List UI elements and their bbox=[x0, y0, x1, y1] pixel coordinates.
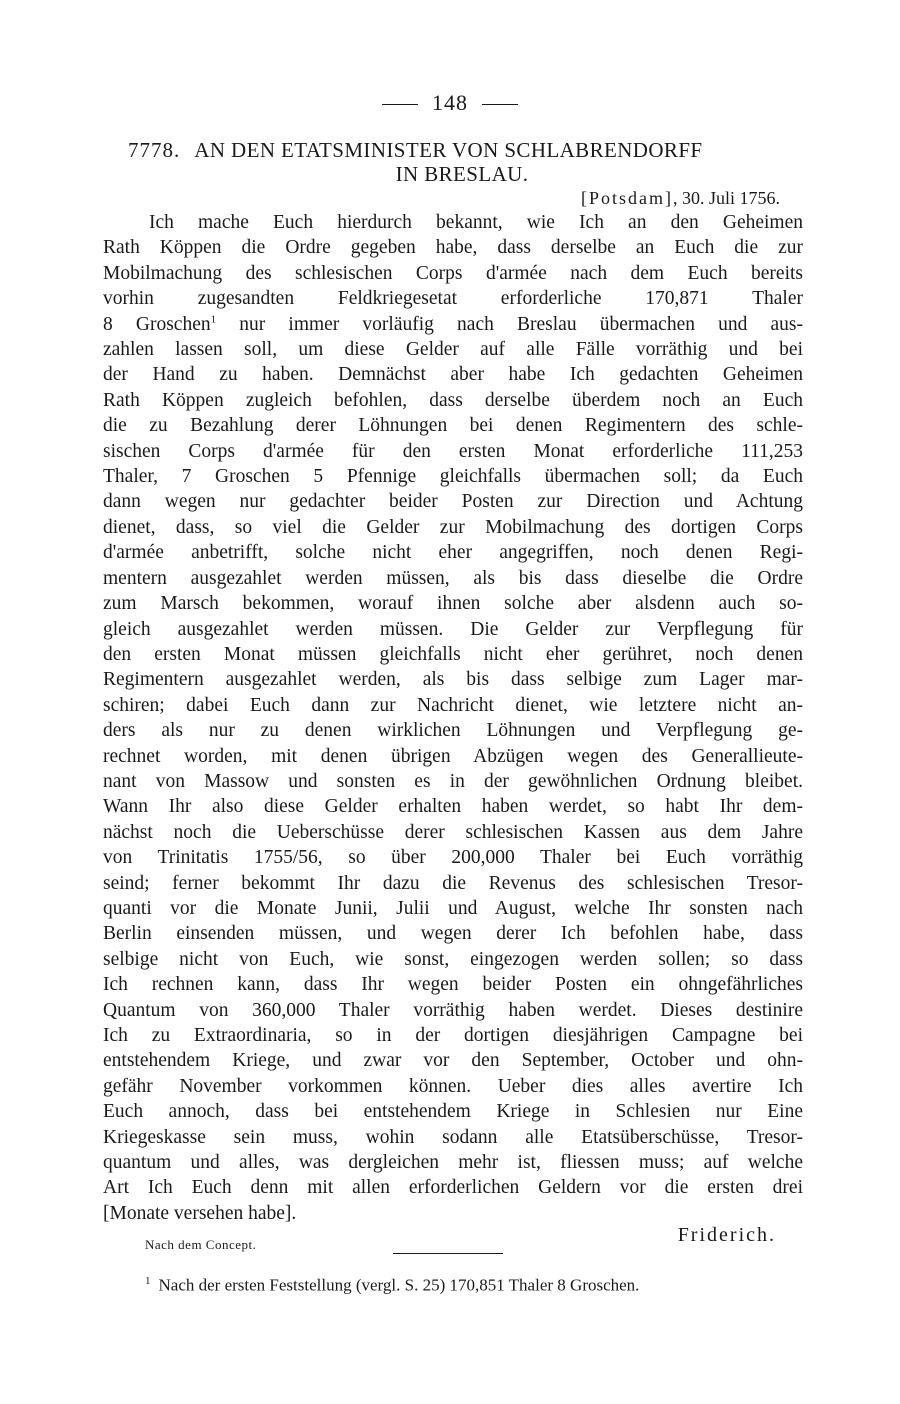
body-line: Berlin einsenden müssen, und wegen derer Ich befohlen habe, dass bbox=[103, 923, 803, 945]
page-number bbox=[0, 90, 900, 116]
body-line: ders als nur zu denen wirklichen Löhnungen und Verpflegung ge- bbox=[103, 720, 803, 742]
source-note: Nach dem Concept. bbox=[145, 1237, 257, 1252]
page-number-text: 148 bbox=[432, 90, 468, 115]
document-number: 7778. bbox=[128, 138, 181, 162]
body-line: sischen Corps d'armée für den ersten Monat erforderliche 111,253 bbox=[103, 440, 803, 462]
body-line: [Monate versehen habe]. bbox=[103, 1202, 297, 1224]
body-line: rechnet worden, mit denen übrigen Abzügen wegen des Generallieute- bbox=[103, 745, 803, 767]
body-line: den ersten Monat müssen gleichfalls nicht eher gerühret, noch denen bbox=[103, 643, 803, 665]
body-line: Thaler, 7 Groschen 5 Pfennige gleichfalls übermachen soll; da Euch bbox=[103, 466, 803, 488]
body-line: Wann Ihr also diese Gelder erhalten haben werdet, so habt Ihr dem- bbox=[103, 796, 803, 818]
page-number-rule-left bbox=[382, 104, 418, 105]
body-line: Mobilmachung des schlesischen Corps d'armée nach dem Euch bereits bbox=[103, 262, 803, 284]
body-line: seind; ferner bekommt Ihr dazu die Revenus des schlesischen Tresor- bbox=[103, 872, 803, 894]
body-line: gleich ausgezahlet werden müssen. Die Gelder zur Verpflegung für bbox=[103, 618, 803, 640]
dateline-place: [Potsdam] bbox=[580, 188, 673, 208]
page-number-rule-right bbox=[482, 104, 518, 105]
body-line: Kriegeskasse sein muss, wohin sodann alle Etatsüberschüsse, Tresor- bbox=[103, 1126, 803, 1148]
body-line: selbige nicht von Euch, wie sonst, eingezogen werden sollen; so dass bbox=[103, 948, 803, 970]
letter-body bbox=[103, 210, 803, 1226]
body-line: mentern ausgezahlet werden müssen, als bis dass dieselbe die Ordre bbox=[103, 567, 803, 589]
document-heading bbox=[128, 138, 788, 186]
body-line: Euch annoch, dass bei entstehendem Kriege in Schlesien nur Eine bbox=[103, 1101, 803, 1123]
body-line: entstehendem Kriege, und zwar vor den September, October und ohn- bbox=[103, 1050, 803, 1072]
body-line: von Trinitatis 1755/56, so über 200,000 Thaler bei Euch vorräthig bbox=[103, 847, 803, 869]
body-line: Rath Köppen zugleich befohlen, dass derselbe überdem noch an Euch bbox=[103, 389, 803, 411]
body-line: quantum und alles, was dergleichen mehr ist, fliessen muss; auf welche bbox=[103, 1152, 803, 1174]
body-line: Regimentern ausgezahlet werden, als bis dass selbige zum Lager mar- bbox=[103, 669, 803, 691]
body-line-with-footnote bbox=[103, 312, 803, 337]
body-line-part: 8 Groschen bbox=[103, 313, 211, 335]
document-title: AN DEN ETATSMINISTER VON SCHLABRENDORFF bbox=[194, 138, 703, 162]
body-line: quanti vor die Monate Junii, Julii und August, welche Ihr sonsten nach bbox=[103, 897, 803, 919]
body-line: Quantum von 360,000 Thaler vorräthig haben werdet. Dieses destinire bbox=[103, 999, 803, 1021]
body-line: der Hand zu haben. Demnächst aber habe Ich gedachten Geheimen bbox=[103, 364, 803, 386]
body-line: vorhin zugesandten Feldkriegesetat erforderliche 170,871 Thaler bbox=[103, 288, 803, 310]
body-line: Rath Köppen die Ordre gegeben habe, dass derselbe an Euch die zur bbox=[103, 237, 803, 259]
body-line: Ich mache Euch hierdurch bekannt, wie Ich an den Geheimen bbox=[149, 212, 803, 233]
body-line: d'armée anbetrifft, solche nicht eher angegriffen, noch denen Regi- bbox=[103, 542, 803, 564]
footnote-mark: 1 bbox=[145, 1275, 151, 1287]
body-line: Art Ich Euch denn mit allen erforderlichen Geldern vor die ersten drei bbox=[103, 1177, 803, 1199]
footnote-text: Nach der ersten Feststellung (vergl. S. 25) 170,851 Thaler 8 Groschen. bbox=[158, 1275, 640, 1295]
dateline-date: , 30. Juli 1756. bbox=[672, 188, 780, 208]
body-line: schiren; dabei Euch dann zur Nachricht dienet, wie letztere nicht an- bbox=[103, 694, 803, 716]
body-line: die zu Bezahlung derer Löhnungen bei denen Regimentern des schle- bbox=[103, 415, 803, 437]
body-line: zum Marsch bekommen, worauf ihnen solche aber alsdenn auch so- bbox=[103, 593, 803, 615]
body-line: Ich rechnen kann, dass Ihr wegen beider Posten ein ohngefährliches bbox=[103, 974, 803, 996]
body-line: zahlen lassen soll, um diese Gelder auf alle Fälle vorräthig und bei bbox=[103, 339, 803, 361]
dateline bbox=[581, 188, 780, 209]
document-title-line-2: IN BRESLAU. bbox=[395, 162, 529, 186]
body-line: Ich zu Extraordinaria, so in der dortigen diesjährigen Campagne bei bbox=[103, 1025, 803, 1046]
footnote bbox=[145, 1275, 639, 1296]
body-line: dann wegen nur gedachter beider Posten zur Direction und Achtung bbox=[103, 491, 803, 513]
heading-line-1 bbox=[128, 138, 788, 162]
body-line: dienet, dass, so viel die Gelder zur Mobilmachung des dortigen Corps bbox=[103, 516, 803, 538]
body-line: gefähr November vorkommen können. Ueber dies alles avertire Ich bbox=[103, 1075, 803, 1097]
footnote-reference[interactable]: 1 bbox=[210, 313, 217, 326]
body-line: nant von Massow und sonsten es in der gewöhnlichen Ordnung bleibet. bbox=[103, 770, 803, 792]
body-line: nächst noch die Ueberschüsse derer schlesischen Kassen aus dem Jahre bbox=[103, 821, 803, 843]
footnote-divider bbox=[393, 1253, 503, 1254]
body-line-part: nur immer vorläufig nach Breslau übermachen und aus- bbox=[239, 313, 803, 335]
signature: Friderich. bbox=[677, 1224, 776, 1246]
